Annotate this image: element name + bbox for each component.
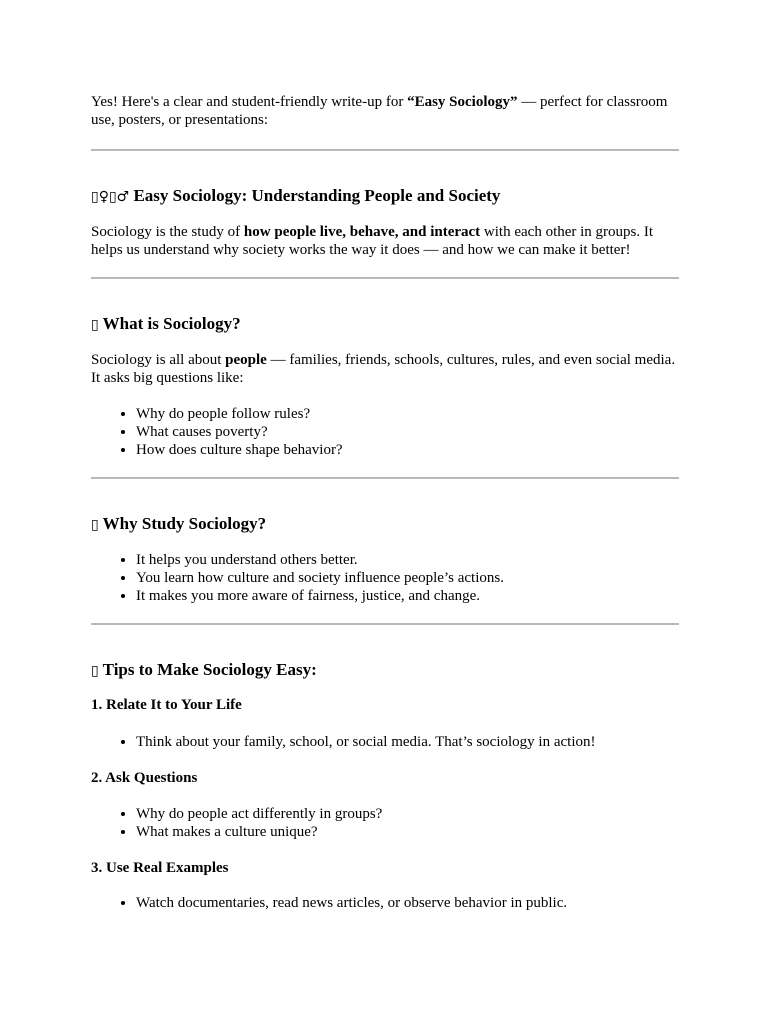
document-page [91,93,679,912]
tips-section-icon: ▯ [91,663,99,679]
intro-lead: Yes! Here's a clear and student-friendly write-up for [91,94,408,110]
why-bullet-list [91,551,679,605]
intro-paragraph [91,93,679,129]
why-section-icon: ▯ [91,517,99,533]
list-item: • Why do people follow rules? [136,405,679,423]
tip-2-bullet-list [91,805,679,841]
tips-heading [91,659,679,682]
tip-1-bullet-list [91,733,679,751]
tip-3-bullet-list [91,894,679,912]
what-para-lead: Sociology is all about [91,352,226,368]
list-item: • It makes you more aware of fairness, justice, and change. [136,587,679,605]
definition-lead: Sociology is the study of [91,224,244,240]
what-heading [91,313,679,336]
main-heading [91,185,679,208]
list-item: • How does culture shape behavior? [136,441,679,459]
divider-3 [91,477,679,479]
list-item: • What makes a culture unique? [136,823,679,841]
definition-tail: with each other in groups. It helps us understand why society works the way it does — and how we can make it better! [91,224,654,258]
divider-1 [91,149,679,151]
intro-bold-title: “Easy Sociology” [407,94,518,110]
list-item: • What causes poverty? [136,423,679,441]
definition-paragraph [91,223,679,259]
list-item: • Watch documentaries, read news articles, or observe behavior in public. [136,894,679,912]
divider-4 [91,623,679,625]
definition-bold: how people live, behave, and interact [243,224,481,240]
what-para-tail: — families, friends, schools, cultures, rules, and even social media. It asks big questions like: [91,352,676,386]
why-heading-text: Why Study Sociology? [102,514,267,533]
tips-heading-text: Tips to Make Sociology Easy: [102,660,317,679]
what-paragraph [91,351,679,387]
what-heading-text: What is Sociology? [102,314,241,333]
divider-2 [91,277,679,279]
main-heading-text: Easy Sociology: Understanding People and Society [133,186,501,205]
people-gender-icon: ▯♀▯♂ [91,189,130,205]
what-bullet-list [91,405,679,459]
what-para-bold: people [225,352,267,368]
why-heading [91,513,679,536]
tip-title-2: 2. Ask Questions [91,770,198,786]
intro-tail: — perfect for classroom use, posters, or presentations: [91,94,668,128]
list-item: • Think about your family, school, or social media. That’s sociology in action! [136,733,679,751]
tip-title-1: 1. Relate It to Your Life [91,697,242,713]
tip-title-3: 3. Use Real Examples [91,860,229,876]
list-item: • Why do people act differently in groups? [136,805,679,823]
list-item: • You learn how culture and society influence people’s actions. [136,569,679,587]
what-section-icon: ▯ [91,317,99,333]
list-item: • It helps you understand others better. [136,551,679,569]
